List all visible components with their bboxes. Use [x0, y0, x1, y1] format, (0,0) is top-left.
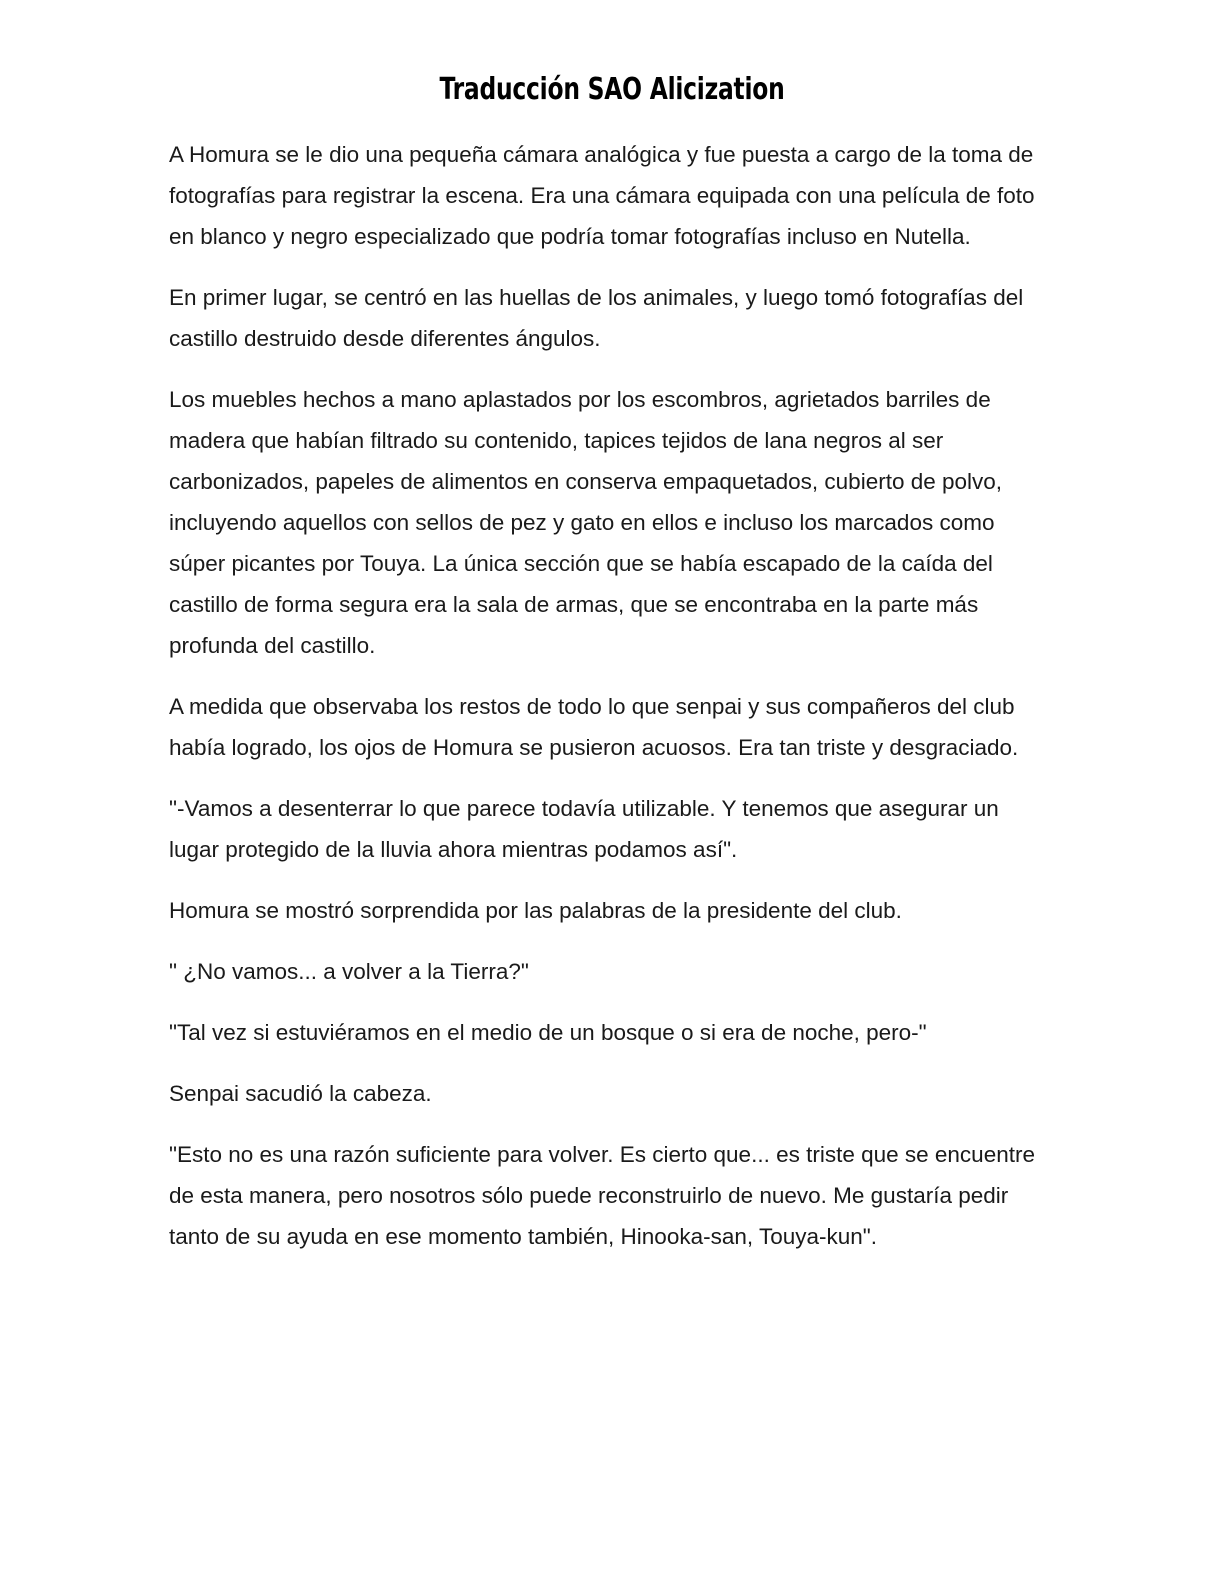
document-body — [169, 134, 1044, 1277]
paragraph: " ¿No vamos... a volver a la Tierra?" — [169, 959, 529, 984]
paragraph: Los muebles hechos a mano aplastados por los escombros, agrietados barriles de madera que habían filtrado su contenido, tapices tejidos de lana negros al ser carbonizados, papeles de alimentos en conserva empaquetados, cubierto de polvo, incluyendo aquellos con sellos de pez y gato en ellos e incluso los marcados como súper picantes por Touya. La única sección que se había escapado de la caída del castillo de forma segura era la sala de armas, que se encontraba en la parte más profunda del castillo. — [169, 387, 1003, 658]
paragraph: A medida que observaba los restos de todo lo que senpai y sus compañeros del club había logrado, los ojos de Homura se pusieron acuosos. Era tan triste y desgraciado. — [169, 694, 1019, 760]
paragraph: Homura se mostró sorprendida por las palabras de la presidente del club. — [169, 898, 902, 923]
paragraph: Senpai sacudió la cabeza. — [169, 1081, 432, 1106]
paragraph: A Homura se le dio una pequeña cámara analógica y fue puesta a cargo de la toma de fotografías para registrar la escena. Era una cámara equipada con una película de foto en blanco y negro especializado que podría tomar fotografías incluso en Nutella. — [169, 142, 1035, 249]
paragraph: En primer lugar, se centró en las huellas de los animales, y luego tomó fotografías del castillo destruido desde diferentes ángulos. — [169, 285, 1024, 351]
paragraph: "Tal vez si estuviéramos en el medio de un bosque o si era de noche, pero-" — [169, 1020, 927, 1045]
document-title: Traducción SAO Alicization — [439, 72, 785, 107]
paragraph: "-Vamos a desenterrar lo que parece todavía utilizable. Y tenemos que asegurar un lugar protegido de la lluvia ahora mientras podamos así". — [169, 796, 999, 862]
paragraph: "Esto no es una razón suficiente para volver. Es cierto que... es triste que se encuentre de esta manera, pero nosotros sólo puede reconstruirlo de nuevo. Me gustaría pedir tanto de su ayuda en ese momento también, Hinooka-san, Touya-kun". — [169, 1142, 1035, 1249]
